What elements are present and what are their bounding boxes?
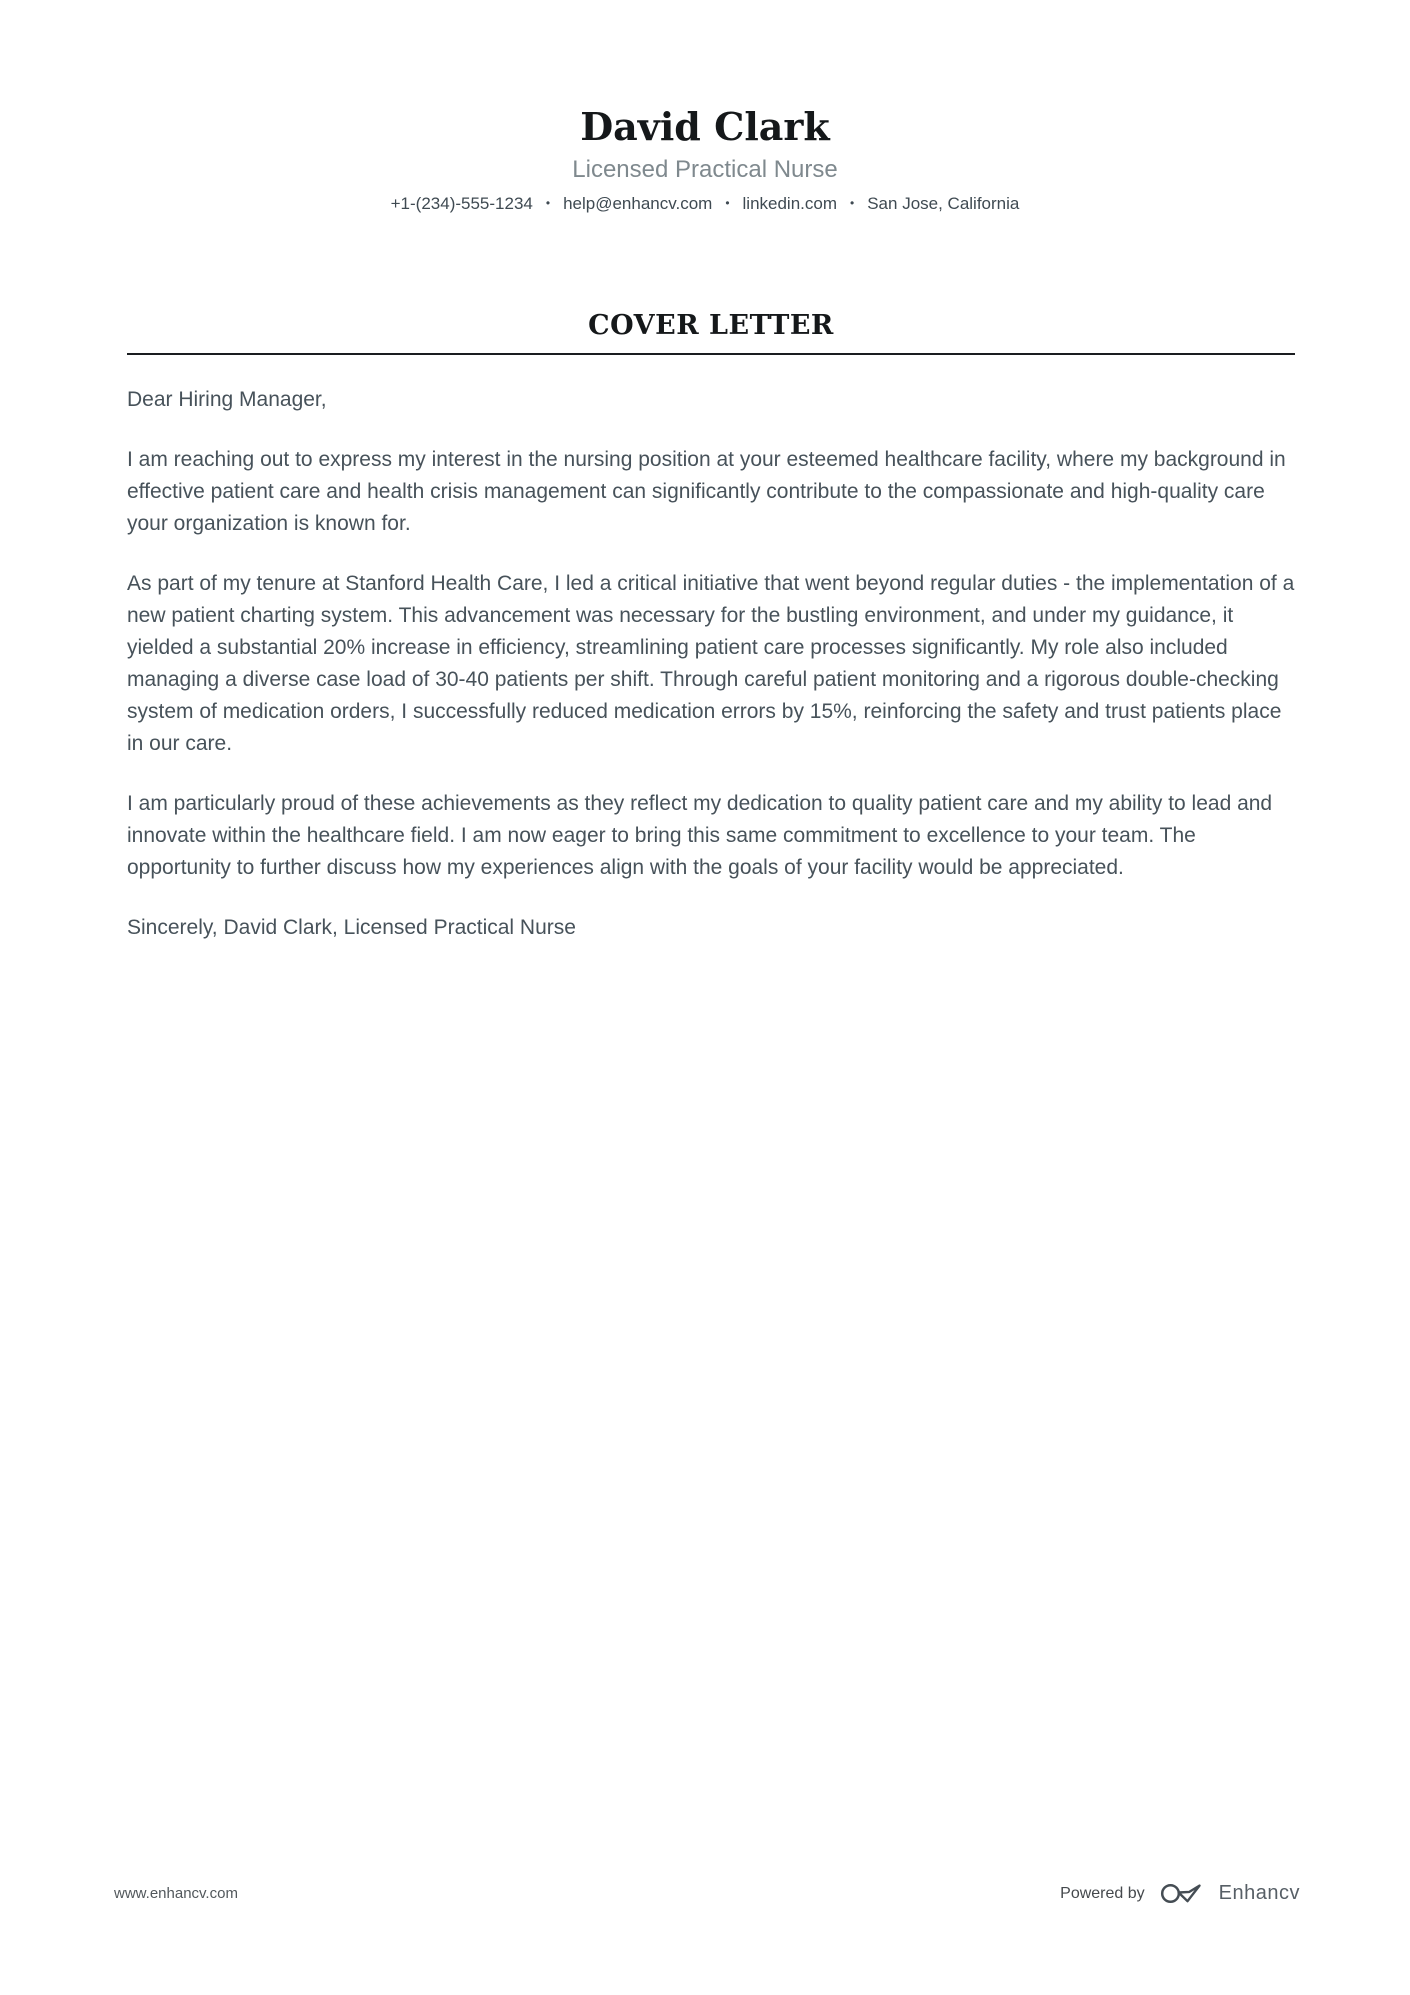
page-footer (114, 1882, 1300, 1905)
section-title: COVER LETTER (588, 309, 834, 341)
title-divider (127, 353, 1295, 355)
letter-paragraph: I am particularly proud of these achievements as they reflect my dedication to quality patient care and my ability to lead and innovate within the healthcare field. I am now eager to bring this same commitment to excellence to your team. The opportunity to further discuss how my experiences align with the goals of your facility would be appreciated. (127, 791, 1273, 879)
enhancv-logo-icon (1160, 1882, 1204, 1905)
document-header (0, 0, 1410, 214)
greeting-line: Dear Hiring Manager, (127, 387, 327, 411)
email-link[interactable]: help@enhancv.com (563, 193, 713, 213)
letter-paragraph: As part of my tenure at Stanford Health Care, I led a critical initiative that went beyond regular duties - the implementation of a new patient charting system. This advancement was necessary for the bustling environment, and under my guidance, it yielded a substantial 20% increase in efficiency, streamlining patient care processes significantly. My role also included managing a diverse case load of 30-40 patients per shift. Through careful patient monitoring and a rigorous double-checking system of medication orders, I successfully reduced medication errors by 15%, reinforcing the safety and trust patients place in our care. (127, 571, 1295, 755)
job-title: Licensed Practical Nurse (572, 155, 838, 183)
person-name: David Clark (580, 104, 830, 149)
enhancv-wordmark: Enhancv (1218, 1882, 1300, 1904)
contact-line (0, 194, 1410, 214)
letter-paragraph: I am reaching out to express my interest in the nursing position at your esteemed healthcare facility, where my background in effective patient care and health crisis management can significantly contribute to the compassionate and high-quality care your organization is known for. (127, 447, 1286, 535)
phone-number: +1-(234)-555-1234 (390, 193, 533, 213)
cover-letter-body (127, 310, 1295, 944)
location-text: San Jose, California (867, 193, 1020, 213)
powered-by-group[interactable] (1060, 1882, 1300, 1905)
signoff-line: Sincerely, David Clark, Licensed Practical Nurse (127, 915, 576, 939)
website-link[interactable]: www.enhancv.com (114, 1885, 238, 1902)
bullet-separator-icon: • (725, 195, 730, 210)
bullet-separator-icon: • (545, 195, 551, 210)
bullet-separator-icon: • (850, 195, 855, 210)
linkedin-link[interactable]: linkedin.com (742, 193, 838, 213)
powered-by-label: Powered by (1060, 1884, 1145, 1902)
